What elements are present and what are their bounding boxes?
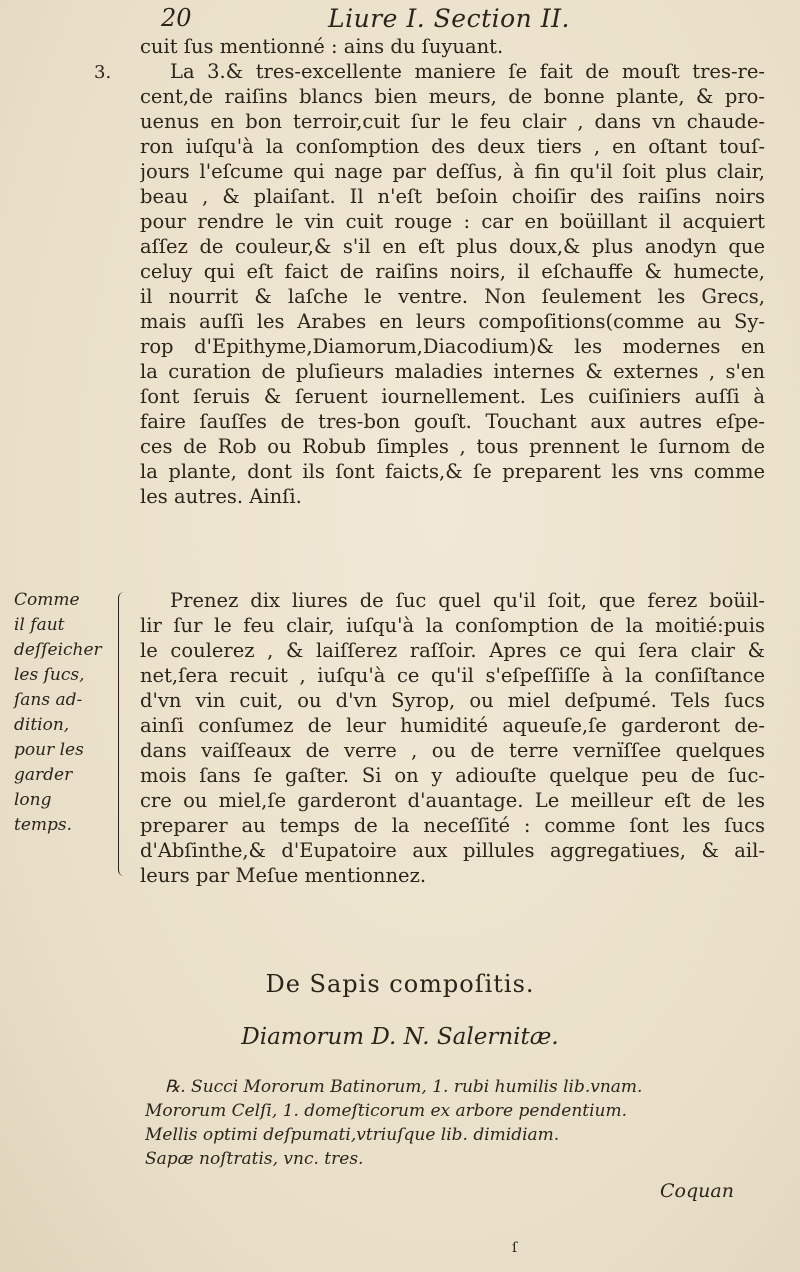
running-title: Liure I. Section II. (328, 4, 570, 33)
heading-de-sapis: De Sapis compoſitis. (265, 970, 535, 998)
text-line: les autres. Ainſi. (140, 485, 302, 508)
margin-note-line: Comme (14, 590, 80, 610)
heading-diamorum: Diamorum D. N. Salernitæ. (241, 1024, 559, 1050)
text-line: mois ſans ſe gaſter. Si on y adiouſte quelque peu de ſuc- (140, 764, 765, 787)
margin-note-line: il faut (14, 615, 65, 635)
text-line: ainſi conſumez de leur humidité aqueuſe,ſe garderont de- (140, 714, 765, 737)
recipe-line: Mororum Celſi, 1. domeſticorum ex arbore pendentium. (145, 1101, 628, 1121)
text-line: pour rendre le vin cuit rouge : car en boüillant il acquiert (140, 210, 765, 233)
text-line: ſont ſeruis & ſeruent iournellement. Les cuiſiniers auſſi à (140, 385, 765, 408)
text-line: La 3.& tres-excellente maniere ſe fait de mouſt tres-re- (170, 60, 765, 83)
margin-note-line: long (14, 790, 52, 810)
text-line: lir ſur le feu clair, iuſqu'à la conſomption de la moitié:puis (140, 614, 765, 637)
text-line: il nourrit & laſche le ventre. Non ſeulement les Grecs, (140, 285, 765, 308)
paragraph-wine-preparation (140, 34, 765, 509)
margin-note-line: garder (14, 765, 73, 785)
margin-note-line: pour les (14, 740, 84, 760)
catchword: Coquan (660, 1180, 734, 1202)
text-line: celuy qui eſt faict de raiſins noirs, il eſchauffe & humecte, (140, 260, 765, 283)
text-line: d'Abſinthe,& d'Eupatoire aux pillules aggregatiues, & ail- (140, 839, 765, 862)
margin-note (14, 588, 124, 838)
paragraph-drying-juices (140, 588, 765, 888)
recipe-list (145, 1075, 765, 1171)
page-number: 20 (161, 4, 192, 32)
text-line: mais auſſi les Arabes en leurs compoſitions(comme au Sy- (140, 310, 765, 333)
margin-note-line: temps. (14, 815, 73, 835)
text-line: ces de Rob ou Robub ſimples , tous prennent le ſurnom de (140, 435, 765, 458)
text-line: cuit ſus mentionné : ains du ſuyuant. (140, 35, 504, 58)
page-header (0, 2, 800, 36)
recipe-line: Mellis optimi deſpumati,vtriuſque lib. dimidiam. (145, 1125, 560, 1145)
margin-note-line: ſans ad- (14, 690, 83, 710)
text-line: cre ou miel,ſe garderont d'auantage. Le meilleur eſt de les (140, 789, 765, 812)
recipe-line: Sapæ noſtratis, vnc. tres. (145, 1149, 364, 1169)
text-line: la curation de pluſieurs maladies internes & externes , s'en (140, 360, 765, 383)
text-line: net,ſera recuit , iuſqu'à ce qu'il s'eſpeſſiſſe à la conſiſtance (140, 664, 765, 687)
text-line: jours l'eſcume qui nage par deſſus, à fin qu'il ſoit plus clair, (140, 160, 765, 183)
text-line: uenus en bon terroir,cuit ſur le feu clair , dans vn chaude- (140, 110, 765, 133)
text-line: cent,de raiſins blancs bien meurs, de bonne plante, & pro- (140, 85, 765, 108)
signature-mark: ſ (512, 1240, 518, 1256)
margin-note-line: deſſeicher (14, 640, 102, 660)
text-line: d'vn vin cuit, ou d'vn Syrop, ou miel deſpumé. Tels ſucs (140, 689, 765, 712)
margin-brace (118, 592, 127, 876)
text-line: preparer au temps de la neceſſité : comme ſont les ſucs (140, 814, 765, 837)
recipe-line: ℞. Succi Mororum Batinorum, 1. rubi humilis lib.vnam. (165, 1077, 643, 1097)
text-line: aſſez de couleur,& s'il en eſt plus doux,& plus anodyn que (140, 235, 765, 258)
text-line: Prenez dix liures de ſuc quel qu'il ſoit, que ferez boüil- (170, 589, 765, 612)
margin-note-line: dition, (14, 715, 70, 735)
section-number: 3. (94, 62, 112, 83)
text-line: la plante, dont ils ſont faicts,& ſe preparent les vns comme (140, 460, 765, 483)
text-line: beau , & plaiſant. Il n'eſt beſoin choiſir des raiſins noirs (140, 185, 765, 208)
text-line: leurs par Meſue mentionnez. (140, 864, 427, 887)
text-line: dans vaiſſeaux de verre , ou de terre vernïſſee quelques (140, 739, 765, 762)
margin-note-line: les ſucs, (14, 665, 85, 685)
text-line: faire ſauſſes de tres-bon gouſt. Touchant aux autres eſpe- (140, 410, 765, 433)
text-line: rop d'Epithyme,Diamorum,Diacodium)& les modernes en (140, 335, 765, 358)
text-line: le coulerez , & laiſſerez raſſoir. Apres ce qui ſera clair & (140, 639, 765, 662)
text-line: ron iuſqu'à la conſomption des deux tiers , en oſtant touſ- (140, 135, 765, 158)
